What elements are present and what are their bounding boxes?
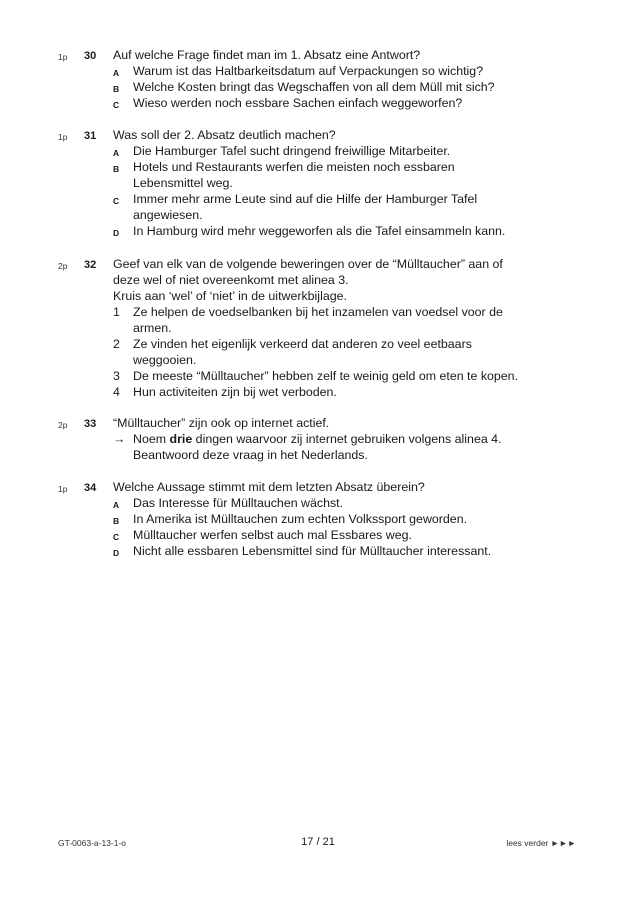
option-letter: A <box>113 68 120 78</box>
points-label: 2p <box>58 261 68 271</box>
points-label: 1p <box>58 52 68 62</box>
option-text: Warum ist das Haltbarkeitsdatum auf Verpackungen so wichtig? <box>133 64 484 78</box>
question-text: Auf welche Frage findet man im 1. Absatz eine Antwort? <box>113 48 421 62</box>
question-number: 32 <box>84 259 97 271</box>
option-text: In Hamburg wird mehr weggeworfen als die Tafel einsammeln kann. <box>133 224 506 238</box>
option-text: Wieso werden noch essbare Sachen einfach weggeworfen? <box>133 96 463 110</box>
option-text: Das Interesse für Mülltauchen wächst. <box>133 496 344 510</box>
question-text: Was soll der 2. Absatz deutlich machen? <box>113 128 336 142</box>
statement-text: De meeste “Mülltaucher” hebben zelf te weinig geld om eten te kopen. <box>133 369 519 383</box>
statement-number: 1 <box>113 305 120 319</box>
option-text: In Amerika ist Mülltauchen zum echten Volkssport geworden. <box>133 512 468 526</box>
option-letter: A <box>113 148 120 158</box>
statement-text: armen. <box>133 321 172 335</box>
option-text: Welche Kosten bringt das Wegschaffen von all dem Müll mit sich? <box>133 80 495 94</box>
document-code: GT-0063-a-13-1-o <box>58 838 127 848</box>
question-number: 31 <box>84 130 97 142</box>
points-label: 2p <box>58 420 68 430</box>
option-letter: A <box>113 500 120 510</box>
arrow-icon: → <box>113 432 126 446</box>
statement-number: 2 <box>113 337 120 351</box>
option-letter: C <box>113 100 120 110</box>
option-text: angewiesen. <box>133 208 203 222</box>
option-text: Mülltaucher werfen selbst auch mal Essbares weg. <box>133 528 412 542</box>
option-letter: D <box>113 228 120 238</box>
continue-label: lees verder ►►► <box>506 838 576 848</box>
points-label: 1p <box>58 484 68 494</box>
question-text: “Mülltaucher” zijn ook op internet actief. <box>113 416 330 430</box>
question-number: 30 <box>84 50 97 62</box>
option-text: Die Hamburger Tafel sucht dringend freiwillige Mitarbeiter. <box>133 144 451 158</box>
emphasis-word: drie <box>169 432 193 446</box>
statement-text: weggooien. <box>133 353 197 367</box>
option-text: Lebensmittel weg. <box>133 176 233 190</box>
option-text: Hotels und Restaurants werfen die meisten noch essbaren <box>133 160 455 174</box>
statement-text: Ze helpen de voedselbanken bij het inzamelen van voedsel voor de <box>133 305 503 319</box>
statement-number: 4 <box>113 385 120 399</box>
option-letter: C <box>113 196 120 206</box>
question-number: 33 <box>84 418 97 430</box>
question-intro-line: deze wel of niet overeenkomt met alinea 3. <box>113 273 349 287</box>
points-label: 1p <box>58 132 68 142</box>
question-intro-line: Geef van elk van de volgende beweringen over de “Mülltaucher” aan of <box>113 257 503 271</box>
page-number: 17 / 21 <box>301 836 335 848</box>
option-letter: D <box>113 548 120 558</box>
statement-text: Ze vinden het eigenlijk verkeerd dat anderen zo veel eetbaars <box>133 337 472 351</box>
option-letter: B <box>113 84 120 94</box>
statement-number: 3 <box>113 369 120 383</box>
option-letter: C <box>113 532 120 542</box>
instruction-text: Noem drie dingen waarvoor zij internet gebruiken volgens alinea 4. <box>133 432 502 446</box>
option-letter: B <box>113 164 120 174</box>
question-intro-line: Kruis aan ‘wel’ of ‘niet’ in de uitwerkbijlage. <box>113 289 347 303</box>
option-text: Immer mehr arme Leute sind auf die Hilfe der Hamburger Tafel <box>133 192 478 206</box>
statement-text: Hun activiteiten zijn bij wet verboden. <box>133 385 337 399</box>
option-letter: B <box>113 516 120 526</box>
option-text: Nicht alle essbaren Lebensmittel sind für Mülltaucher interessant. <box>133 544 492 558</box>
question-text: Welche Aussage stimmt mit dem letzten Absatz überein? <box>113 480 425 494</box>
instruction-text: Beantwoord deze vraag in het Nederlands. <box>133 448 368 462</box>
question-number: 34 <box>84 482 97 494</box>
